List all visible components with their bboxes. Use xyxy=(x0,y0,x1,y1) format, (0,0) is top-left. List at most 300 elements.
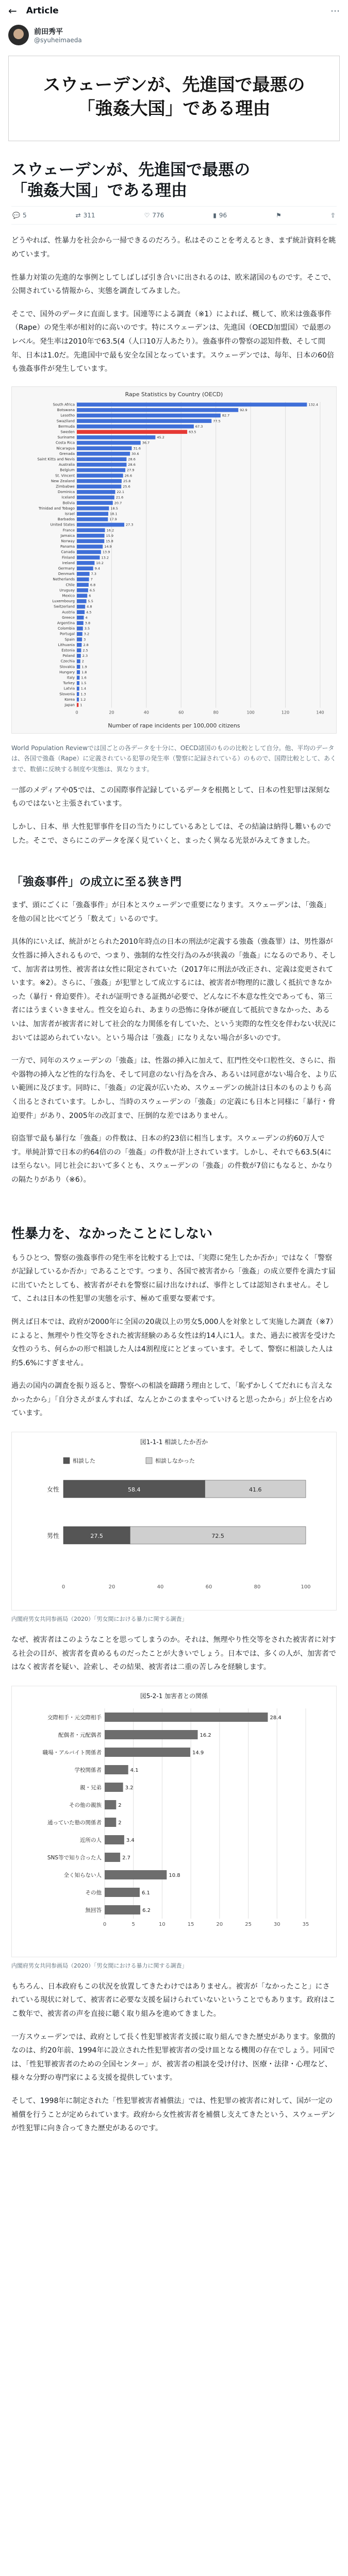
category-label: Botswana xyxy=(57,408,75,412)
category-label: Belgium xyxy=(60,468,75,472)
like-count: 776 xyxy=(152,212,164,219)
data-label: 1.9 xyxy=(81,665,87,669)
category-label: Jamaica xyxy=(60,533,75,538)
category-label: Hungary xyxy=(59,670,75,674)
category-label: Netherlands xyxy=(53,577,75,582)
bar xyxy=(77,545,103,549)
data-label: 1.4 xyxy=(80,686,87,691)
data-label: 6.5 xyxy=(89,588,95,592)
category-label: Suriname xyxy=(57,435,75,439)
paragraph: 例えば日本では、政府が2000年に全国の20歳以上の男女5,000人を対象として実施した調査（※7）によると、無理やり性交等をされた被害経験のある女性は約14人に1人。また、過去に被害を受けた女性のうち、何らかの形で相談した人は4割程度にとどまっています。そして、警察に相談した人は約5.6%にすぎません。 xyxy=(11,1317,336,1367)
bar xyxy=(77,659,80,663)
data-label: 20.7 xyxy=(114,501,122,505)
bar xyxy=(77,479,122,483)
hero-title xyxy=(19,74,329,121)
data-label: 4.1 xyxy=(130,1767,139,1773)
category-label: Ireland xyxy=(62,561,75,565)
paragraph: どうやれば、性暴力を社会から一掃できるのだろう。私はそのことを考えるとき、まず統計資料を眺めています。 xyxy=(11,236,336,259)
bar xyxy=(77,698,79,702)
category-label: 親・兄弟 xyxy=(80,1784,102,1791)
paragraph: 性暴力対策の先進的な事例としてしばしば引き合いに出されるのは、欧米諸国のものです。そこで、公開されている情報から、実態を調査してみました。 xyxy=(11,273,336,296)
x-tick-label: 40 xyxy=(143,710,149,715)
bar xyxy=(77,425,194,429)
category-label: Turkey xyxy=(63,681,75,685)
paragraph: そこで、国外のデータに直面します。国連等による調査（※1）によれば、概して、欧米は強姦事件（Rape）の発生率が相対的に高いのです。特にスウェーデンは、先進国（OECD加盟国）で最悪のレベル。発生率は2010年で63.5(4（人口10万人あたり）。強姦事件の警察の認知件数、そして間年、日本は1.0だ。先進国中で最も安全な国となっています。スウェーデンでは、毎年、日本の60倍も強姦事件が発生しています。 xyxy=(11,310,335,374)
data-label: 27.9 xyxy=(127,468,135,472)
bar xyxy=(77,692,79,696)
data-label: 67.3 xyxy=(195,424,203,429)
bar xyxy=(77,490,115,494)
figure-title: 図1-1-1 相談したか否か xyxy=(140,1438,208,1446)
data-label: 9.4 xyxy=(94,566,101,571)
bar xyxy=(77,440,141,445)
repost-button[interactable] xyxy=(76,212,95,219)
data-label: 1.2 xyxy=(80,697,86,702)
legend-swatch xyxy=(63,1458,70,1464)
paragraph: 窃盗罪で最も暴行な「強姦」の件数は、日本の約23倍に相当します。スウェーデンの約60万人です。単純計算で日本の約64倍のの「強姦」の件数が計上されています。しかし、それでも63.5(4には至らない。同じ社会において多くとも、スウェーデンの「強姦」の件数が7倍にもなると、かなりの隔たりがあり（※6）。 xyxy=(11,1134,334,1184)
x-tick-label: 0 xyxy=(75,710,78,715)
heart-icon: ♡ xyxy=(144,212,150,219)
category-label: Dominica xyxy=(58,489,75,494)
bar xyxy=(77,457,126,461)
page-title: Article xyxy=(26,6,59,16)
data-label: 14.9 xyxy=(104,544,112,549)
x-tick-label: 20 xyxy=(109,710,114,715)
bar xyxy=(77,522,124,527)
figure-svg xyxy=(17,1703,321,1951)
bar xyxy=(77,675,79,680)
bar xyxy=(105,1783,123,1792)
bar xyxy=(105,1748,190,1757)
category-label: Bolivia xyxy=(62,501,75,505)
category-label: 女性 xyxy=(46,1486,59,1494)
data-label: 132.4 xyxy=(308,402,318,407)
category-label: Bermuda xyxy=(58,424,75,429)
arrow-left-icon[interactable]: ← xyxy=(8,5,17,17)
bookmark-icon: ⚑ xyxy=(276,212,281,219)
like-button[interactable] xyxy=(144,212,164,219)
bar xyxy=(77,506,109,511)
bar xyxy=(77,583,89,587)
data-label: 2.5 xyxy=(82,648,88,653)
category-label: Switzerland xyxy=(54,604,75,609)
paragraph: 過去の国内の調査を振り返ると、警察への相談を躊躇う理由として、「恥ずかしくてだれにも言えなかったから」「自分さえがまんすれば、なんとかこのままやっていけると思ったから」が上位を占めています。 xyxy=(11,1382,333,1418)
x-tick-label: 5 xyxy=(131,1921,135,1927)
bar xyxy=(77,665,80,669)
data-label: 27.5 xyxy=(90,1533,103,1540)
bar xyxy=(77,517,108,521)
x-tick-label: 40 xyxy=(157,1584,164,1590)
paragraph: もうひとつ、警察の強姦事件の発生率を比較する上では、「実際に発生したか否か」ではなく「警察が記録しているか否か」であることです。つまり、各国で被害者から「強姦」の成立要件を満たす届に出ていたとしても、被害者がそれを警察に届け出なければ、事件としては認知されません。そして、これは日本の性犯罪の実態を示す、極めて重要な要素です。 xyxy=(11,1253,336,1303)
bar xyxy=(77,626,83,631)
paragraph: もちろん、日本政府もこの状況を放置してきたわけではありません。被害が「なかったこと」にされている現状に対して、被害者に必要な支援を届けられていないということでもあります。政府はここ数年で、被害者の声を直接に聴く取り組みを進めてきました。 xyxy=(11,1982,336,2019)
data-label: 18.5 xyxy=(110,506,118,511)
data-label: 10.8 xyxy=(169,1872,180,1878)
x-tick-label: 120 xyxy=(281,710,290,715)
category-label: Sweden xyxy=(60,430,75,434)
paragraph: 一部のメディアや05では、この国際事件記録しているデータを根拠として、日本の性犯罪は深刻なものではないと主張されています。 xyxy=(11,786,330,808)
data-label: 1 xyxy=(80,703,82,707)
bar xyxy=(77,430,187,434)
category-label: Swaziland xyxy=(56,419,75,423)
x-tick-label: 20 xyxy=(216,1921,223,1927)
data-label: 15.8 xyxy=(106,539,113,544)
category-label: Spain xyxy=(64,637,75,642)
x-tick-label: 60 xyxy=(205,1584,212,1590)
title-line-1: スウェーデンが、先進国で最悪の xyxy=(11,160,251,179)
paragraph: 具体的にいえば、統計がとられた2010年時点の日本の刑法が定義する強姦（強姦罪）は、男性器が女性器に挿入されるもので、つまり、強制的な性交行為のみが狭義の「強姦」になるのであり、そして、加害者は男性、被害者は女性に限定されていた（2017年に刑法が改正され、定義は変更されています。※2）。さらに、「強姦」が犯罪として成立するには、被害者が物理的に激しく抵抗できなかった（暴行・脅迫要件）。それが証明できる証拠が必要で、どんなに不本意な性交であっても、第三者にはうまくいきません。性交を迫られ、あまりの恐怖に身体が硬直して抵抗できなかった、あるいは、加害者が被害者に対して社会的な力関係を有していた、という実際的な性交を伴わない状況においては認められていない。という場合は「強姦」になりえない場合が多いのです。 xyxy=(11,938,336,1042)
data-label: 7.3 xyxy=(91,571,96,576)
category-label: Trinidad and Tobago xyxy=(38,506,75,511)
bar xyxy=(77,446,132,450)
hero-line-1: スウェーデンが、先進国で最悪の xyxy=(43,75,305,95)
data-label: 6.1 xyxy=(141,1890,150,1896)
engagement-bar xyxy=(11,206,337,225)
bar xyxy=(77,577,89,581)
data-label: 2 xyxy=(118,1820,122,1826)
x-tick-label: 10 xyxy=(159,1921,165,1927)
bar xyxy=(77,468,125,472)
data-label: 28.4 xyxy=(270,1715,281,1721)
category-label: Luxembourg xyxy=(52,599,75,603)
category-label: Nicaragua xyxy=(56,446,75,451)
bar xyxy=(77,484,121,488)
x-tick-label: 100 xyxy=(301,1584,311,1590)
data-label: 1.6 xyxy=(81,675,87,680)
category-label: 交際相手・元交際相手 xyxy=(47,1714,102,1721)
paragraph: 一方で、同年のスウェーデンの「強姦」は、性器の挿入に加えて、肛門性交や口腔性交、さらに、指や器物の挿入など性的な行為を、そして同意のない行為を含み、あるいは同意がない場合を、より広い範囲に及びます。同時に、「強姦」の定義が広いため、スウェーデンの統計は日本のものよりも高く出るとされています。しかし、当時のスウェーデンの「強姦」の定義にも日本と同様に「暴行・脅迫要件」があり、2005年の改訂まで、圧倒的な差ではありません。 xyxy=(11,1057,337,1120)
category-label: Saint Kitts and Nevis xyxy=(37,457,75,462)
data-label: 5.5 xyxy=(88,599,93,603)
data-label: 58.4 xyxy=(127,1486,141,1494)
bar xyxy=(77,501,113,505)
bar xyxy=(77,463,126,467)
bar xyxy=(77,599,87,603)
data-label: 14.9 xyxy=(192,1750,204,1756)
data-label: 2 xyxy=(118,1802,122,1808)
bar xyxy=(77,561,94,565)
category-label: Poland xyxy=(62,653,75,658)
category-label: Iceland xyxy=(61,495,75,500)
data-label: 41.6 xyxy=(248,1486,262,1494)
bar xyxy=(77,621,84,625)
category-label: Estonia xyxy=(61,648,75,653)
category-label: Costa Rica xyxy=(55,440,75,445)
chart-icon: ▮ xyxy=(213,212,217,219)
header-image xyxy=(8,56,340,141)
data-label: 63.5 xyxy=(189,430,196,434)
paragraph: なぜ、被害者はこのようなことを思ってしまうのか。それは、無理やり性交等をされた被害者に対する社会の目が、被害者を責めるものだったことが大きいでしょう。日本では、多くの人が、加害者ではなく被害者を疑い、詮索し、その結果、被害者は二重の苦しみを経験します。 xyxy=(11,1636,336,1672)
bar xyxy=(77,637,82,641)
reply-icon: 💬 xyxy=(12,212,20,219)
data-label: 17.9 xyxy=(109,517,117,521)
bar xyxy=(77,572,90,576)
x-tick-label: 80 xyxy=(213,710,219,715)
chart-title: Rape Statistics by Country (OECD) xyxy=(125,391,223,398)
category-label: Slovakia xyxy=(59,665,75,669)
bar xyxy=(105,1888,140,1897)
top-bar xyxy=(0,0,348,22)
bar xyxy=(77,703,78,707)
share-icon: ⇪ xyxy=(330,212,336,219)
category-label: その他 xyxy=(85,1889,102,1896)
data-label: 18.1 xyxy=(110,512,118,516)
title-line-2: 「強姦大国」である理由 xyxy=(11,181,187,200)
category-label: Korea xyxy=(64,697,75,702)
category-label: St. Vincent xyxy=(55,473,75,478)
view-count: 96 xyxy=(219,212,227,219)
avatar[interactable] xyxy=(8,25,29,45)
data-label: 16.2 xyxy=(106,528,114,533)
bar xyxy=(77,632,82,636)
data-label: 13.2 xyxy=(101,555,109,560)
bar xyxy=(105,1713,268,1722)
bar xyxy=(77,643,81,647)
views[interactable] xyxy=(213,212,227,219)
data-label: 2.7 xyxy=(122,1855,130,1861)
category-label: Austria xyxy=(62,610,75,615)
data-label: 31.6 xyxy=(133,446,141,451)
hero-line-2: 「強姦大国」である理由 xyxy=(77,98,271,119)
bar xyxy=(77,654,81,658)
data-label: 15.9 xyxy=(106,533,114,538)
data-label: 10.2 xyxy=(96,561,104,565)
bar xyxy=(77,534,105,538)
bar xyxy=(77,550,101,554)
data-label: 3.2 xyxy=(125,1785,134,1791)
category-label: Uruguay xyxy=(59,588,75,592)
category-label: 通っていた塾の関係者 xyxy=(47,1819,102,1826)
legend-label: 相談した xyxy=(73,1458,95,1465)
data-label: 21.6 xyxy=(115,495,124,500)
category-label: Barbados xyxy=(57,517,75,521)
category-label: 近所の人 xyxy=(80,1837,102,1843)
category-label: SNS等で知り合った人 xyxy=(47,1854,102,1861)
data-label: 4.5 xyxy=(86,610,92,615)
bar xyxy=(77,648,81,652)
data-label: 3.8 xyxy=(85,621,91,625)
share-button[interactable] xyxy=(330,212,336,219)
data-label: 25.6 xyxy=(123,484,130,489)
category-label: Canada xyxy=(61,550,75,554)
bar xyxy=(77,686,79,690)
data-label: 3 xyxy=(84,637,86,642)
figure-title: 図5-2-1 加害者との関係 xyxy=(140,1692,208,1700)
article-title xyxy=(11,160,337,201)
bar xyxy=(105,1870,167,1879)
data-label: 2.8 xyxy=(83,642,89,647)
data-label: 6.2 xyxy=(142,1907,151,1913)
chart-note: World Population Reviewでは国ごとの各データを十分に、OECD諸国のものの比較として自分。他、平均のデータは、各国で強姦（Rape）に定義されている犯罪の発生率（警察に記録されている）のもので、国際比較として、あくまで、数値に反映する制度や実態は、異なります。 xyxy=(11,744,336,773)
bar xyxy=(77,495,114,499)
category-label: 配偶者・元配偶者 xyxy=(58,1732,102,1738)
chart-axis-caption: Number of rape incidents per 100,000 citizens xyxy=(108,722,240,729)
category-label: France xyxy=(62,528,75,533)
data-label: 6 xyxy=(89,594,91,598)
data-label: 22.1 xyxy=(117,489,124,494)
data-label: 72.5 xyxy=(211,1533,224,1540)
data-label: 1.8 xyxy=(81,670,87,674)
x-tick-label: 30 xyxy=(273,1921,280,1927)
category-label: Zimbabwe xyxy=(56,484,75,489)
x-tick-label: 80 xyxy=(254,1584,261,1590)
author-row[interactable] xyxy=(0,22,348,48)
x-tick-label: 35 xyxy=(302,1921,309,1927)
x-tick-label: 15 xyxy=(187,1921,194,1927)
data-label: 6.8 xyxy=(90,583,96,587)
category-label: Japan xyxy=(64,703,75,707)
category-label: Panama xyxy=(60,544,75,549)
category-label: Lithuania xyxy=(58,642,75,647)
category-label: Germany xyxy=(58,566,75,571)
data-label: 1.5 xyxy=(81,681,87,685)
category-label: Israel xyxy=(64,512,75,516)
paragraph: まず、頭にごくに「強姦事件」が日本とスウェーデンで重要になります。スウェーデンは、「強姦」を他の国と比べてどう「数えて」いるのです。 xyxy=(11,901,331,923)
category-label: Colombia xyxy=(58,626,75,631)
x-tick-label: 0 xyxy=(103,1921,107,1927)
category-label: Latvia xyxy=(63,686,75,691)
data-label: 27.3 xyxy=(126,522,134,527)
bookmark-button[interactable] xyxy=(276,212,281,219)
bar xyxy=(105,1818,116,1827)
category-label: United States xyxy=(50,522,75,527)
bar xyxy=(77,610,85,614)
category-label: Australia xyxy=(59,462,75,467)
x-tick-label: 25 xyxy=(245,1921,252,1927)
category-label: Lesotho xyxy=(60,413,75,418)
legend-label: 相談しなかった xyxy=(155,1458,195,1465)
data-label: 92.9 xyxy=(240,408,247,412)
paragraph: しかし、日本、単 大性犯罪事件を目の当たりにしているあとしては、その結論は納得し難いものでした。そこで、さらにこのデータを深く見ていくと、まったく異なる光景がみえてきました。 xyxy=(11,823,332,845)
data-label: 30.6 xyxy=(131,451,139,456)
category-label: Norway xyxy=(61,539,75,544)
bar xyxy=(105,1765,128,1774)
data-label: 7 xyxy=(90,577,93,582)
x-tick-label: 20 xyxy=(108,1584,115,1590)
paragraph: そして、1998年に制定された「性犯罪被害者補償法」では、性犯罪の被害者に対して、国が一定の補償を行うことが定められています。政府から女性被害者を補償し支えてきたという、スウェーデンが性犯罪に向き合ってきた歴史があるのです。 xyxy=(11,2097,336,2133)
perpetrator-relationship-figure xyxy=(11,1686,337,1957)
bar xyxy=(77,419,211,423)
data-label: 3.2 xyxy=(84,632,90,636)
category-label: Czechia xyxy=(60,659,75,664)
bar xyxy=(77,670,80,674)
category-label: Slovenia xyxy=(59,692,75,697)
author-name[interactable]: 前田秀平 xyxy=(34,28,63,36)
bar xyxy=(77,512,108,516)
bar xyxy=(77,528,105,532)
repost-icon: ⇄ xyxy=(75,212,81,219)
category-label: Portugal xyxy=(60,632,75,636)
category-label: Greece xyxy=(62,615,75,620)
data-label: 28.6 xyxy=(128,457,136,462)
category-label: 男性 xyxy=(46,1532,59,1540)
legend-swatch xyxy=(146,1458,152,1464)
data-label: 77.5 xyxy=(213,419,221,423)
bar xyxy=(77,604,85,608)
data-label: 3.5 xyxy=(84,626,90,631)
data-label: 3.4 xyxy=(126,1837,135,1843)
bar xyxy=(77,555,100,560)
x-tick-label: 140 xyxy=(316,710,324,715)
figure-svg xyxy=(17,1449,321,1604)
bar xyxy=(77,539,104,543)
figure-caption: 内閣府男女共同参画局（2020）「男女間における暴力に関する調査」 xyxy=(11,1616,188,1623)
category-label: Italy xyxy=(67,675,75,680)
bar xyxy=(77,413,221,417)
section-heading: 性暴力を、なかったことにしない xyxy=(11,1226,213,1242)
bar xyxy=(77,566,93,570)
section-heading: 「強姦事件」の成立に至る狭き門 xyxy=(11,876,182,889)
author-handle[interactable]: @syuheimaeda xyxy=(34,37,82,44)
data-label: 13.9 xyxy=(102,550,110,554)
bar xyxy=(105,1800,116,1809)
category-label: Argentina xyxy=(57,621,75,625)
bar xyxy=(77,402,307,406)
category-label: New Zealand xyxy=(51,479,75,483)
category-label: 全く知らない人 xyxy=(63,1872,102,1878)
repost-count: 311 xyxy=(83,212,95,219)
category-label: Chile xyxy=(65,583,75,587)
category-label: Denmark xyxy=(58,571,75,576)
bar xyxy=(77,473,123,478)
data-label: 2.3 xyxy=(82,653,88,658)
category-label: South Africa xyxy=(53,402,75,407)
data-label: 82.7 xyxy=(222,413,230,418)
bar xyxy=(77,588,88,592)
data-label: 25.8 xyxy=(123,479,131,483)
category-label: 職場・アルバイト関係者 xyxy=(42,1749,102,1756)
bar xyxy=(77,452,130,456)
bar xyxy=(77,681,79,685)
data-label: 36.7 xyxy=(142,440,150,445)
category-label: 無回答 xyxy=(85,1907,102,1913)
data-label: 1.3 xyxy=(80,692,86,697)
bar xyxy=(77,594,87,598)
x-tick-label: 100 xyxy=(246,710,255,715)
bar xyxy=(105,1853,120,1862)
category-label: Mexico xyxy=(62,594,75,598)
bar xyxy=(105,1730,198,1739)
figure-caption: 内閣府男女共同参画局（2020）「男女間における暴力に関する調査」 xyxy=(11,1962,188,1969)
article-body xyxy=(0,160,348,2136)
category-label: 学校関係者 xyxy=(74,1767,102,1773)
data-label: 26.6 xyxy=(124,473,132,478)
data-label: 28.6 xyxy=(128,462,136,467)
chart-svg xyxy=(16,400,330,719)
reply-count: 5 xyxy=(22,212,27,219)
category-label: Finland xyxy=(61,555,75,560)
data-label: 45.2 xyxy=(157,435,164,439)
bar xyxy=(105,1835,124,1844)
category-label: その他の親族 xyxy=(69,1802,102,1808)
data-label: 16.2 xyxy=(200,1732,211,1738)
x-tick-label: 0 xyxy=(61,1584,65,1590)
more-icon[interactable]: ⋯ xyxy=(330,5,340,16)
rape-statistics-chart xyxy=(11,386,337,734)
data-label: 4 xyxy=(85,615,88,620)
paragraph: 一方スウェーデンでは、政府として長く性犯罪被害者支援に取り組んできた歴史があります。象徴的なのは、約20年前、1994年に設立された性犯罪被害者の受け皿となる機関の存在でしょう。同国では、「性犯罪被害者のための全国センター」が、被害者の相談を受け付け、医療・法律・心理など、様々な分野の専門家による支援を提供しています。 xyxy=(11,2032,336,2082)
bar xyxy=(105,1905,140,1914)
data-label: 2 xyxy=(81,659,84,664)
bar xyxy=(77,435,155,439)
reply-button[interactable] xyxy=(12,212,27,219)
data-label: 4.8 xyxy=(87,604,92,609)
consultation-figure xyxy=(11,1432,337,1611)
bar xyxy=(77,408,238,412)
x-tick-label: 60 xyxy=(178,710,184,715)
category-label: Grenada xyxy=(59,451,75,456)
bar xyxy=(77,616,84,620)
